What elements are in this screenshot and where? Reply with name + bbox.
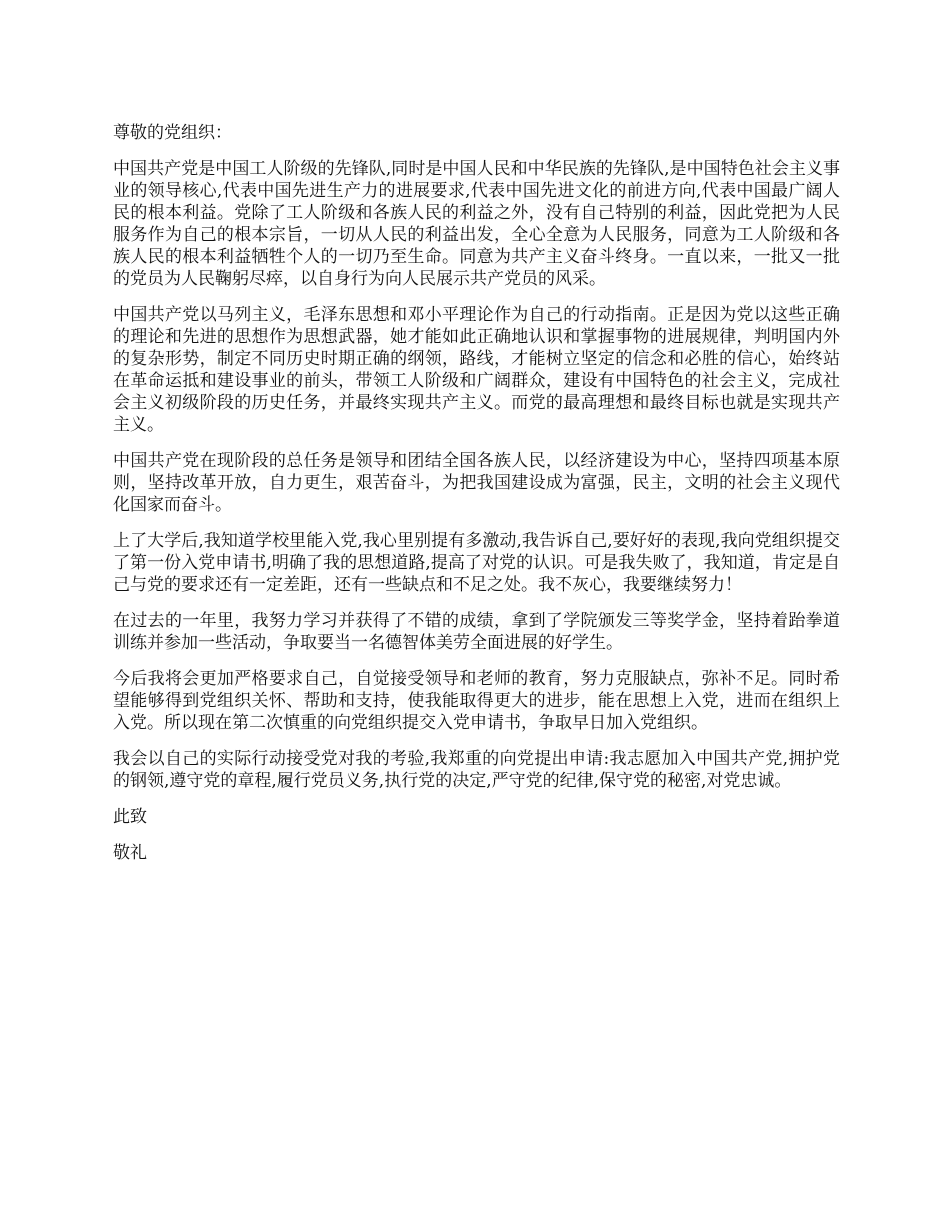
letter-closing-1: 此致 xyxy=(113,807,147,827)
letter-paragraph-6: 今后我将会更加严格要求自己，自觉接受领导和老师的教育，努力克服缺点，弥补不足。同时希望能够得到党组织关怀、帮助和支持，使我能取得更大的进步，能在思想上入党，进而在组织上入党。所以现在第二次慎重的向党组织提交入党申请书，争取早日加入党组织。 xyxy=(113,669,840,733)
letter-closing-2: 敬礼 xyxy=(113,843,147,863)
letter-salutation: 尊敬的党组织： xyxy=(113,123,232,143)
letter-paragraph-5: 在过去的一年里，我努力学习并获得了不错的成绩，拿到了学院颁发三等奖学金，坚持着跆拳道训练并参加一些活动，争取要当一名德智体美劳全面进展的好学生。 xyxy=(113,611,840,653)
letter-paragraph-2: 中国共产党以马列主义，毛泽东思想和邓小平理论作为自己的行动指南。正是因为党以这些正确的理论和先进的思想作为思想武器，她才能如此正确地认识和掌握事物的进展规律，判明国内外的复杂形势，制定不同历史时期正确的纲领，路线，才能树立坚定的信念和必胜的信心，始终站在革命运抵和建设事业的前头，带领工人阶级和广阔群众，建设有中国特色的社会主义，完成社会主义初级阶段的历史任务，并最终实现共产主义。而党的最高理想和最终目标也就是实现共产主义。 xyxy=(113,305,840,435)
letter-paragraph-1: 中国共产党是中国工人阶级的先锋队,同时是中国人民和中华民族的先锋队,是中国特色社会主义事业的领导核心,代表中国先进生产力的进展要求,代表中国先进文化的前进方向,代表中国最广阔人民的根本利益。党除了工人阶级和各族人民的利益之外，没有自己特别的利益，因此党把为人民服务作为自己的根本宗旨，一切从人民的利益出发，全心全意为人民服务，同意为工人阶级和各族人民的根本利益牺牲个人的一切乃至生命。同意为共产主义奋斗终身。一直以来，一批又一批的党员为人民鞠躬尽瘁，以自身行为向人民展示共产党员的风采。 xyxy=(113,159,840,289)
letter-paragraph-4: 上了大学后,我知道学校里能入党,我心里别提有多激动,我告诉自己,要好好的表现,我向党组织提交了第一份入党申请书,明确了我的思想道路,提高了对党的认识。可是我失败了，我知道，肯定是自己与党的要求还有一定差距，还有一些缺点和不足之处。我不灰心，我要继续努力！ xyxy=(113,531,840,595)
letter-page xyxy=(113,122,840,878)
letter-paragraph-7: 我会以自己的实际行动接受党对我的考验,我郑重的向党提出申请:我志愿加入中国共产党,拥护党的钢领,遵守党的章程,履行党员义务,执行党的决定,严守党的纪律,保守党的秘密,对党忠诚。 xyxy=(113,749,840,791)
letter-paragraph-3: 中国共产党在现阶段的总任务是领导和团结全国各族人民，以经济建设为中心，坚持四项基本原则，坚持改革开放，自力更生，艰苦奋斗，为把我国建设成为富强，民主，文明的社会主义现代化国家而奋斗。 xyxy=(113,451,840,515)
